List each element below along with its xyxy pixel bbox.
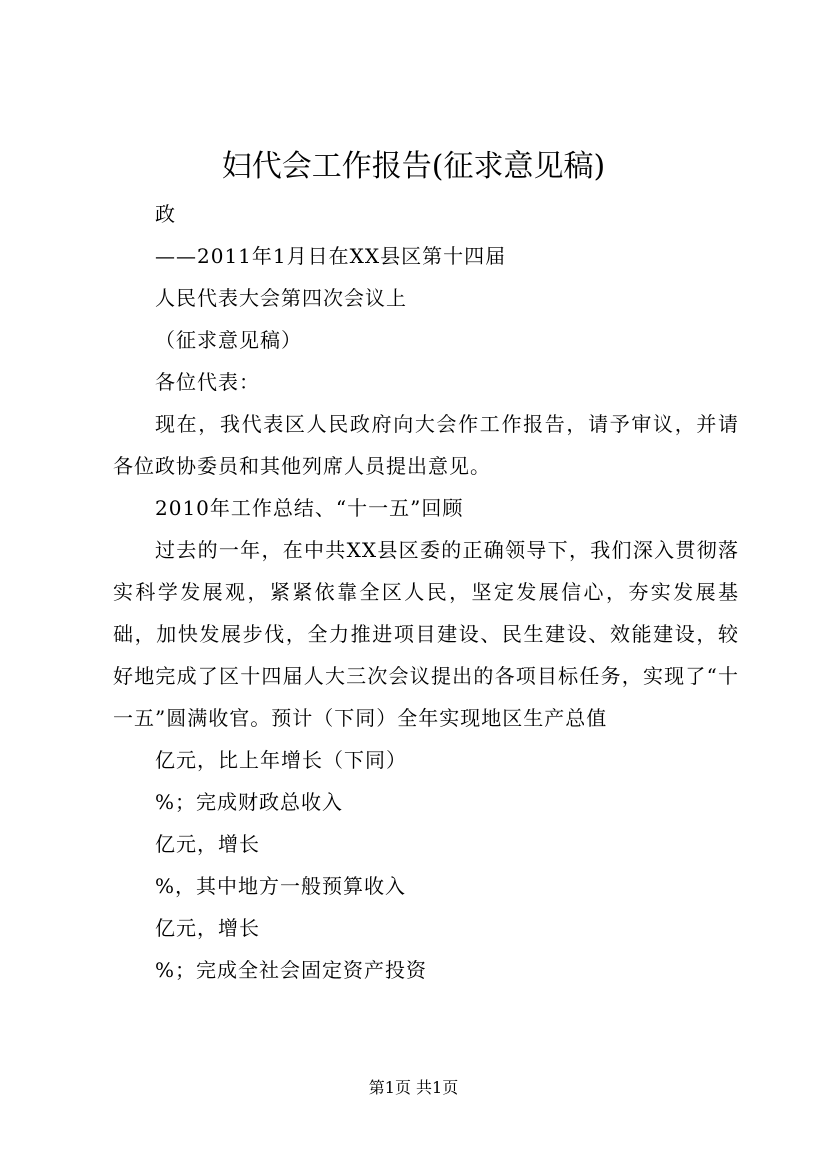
paragraph-5: 各位代表： — [155, 370, 260, 394]
paragraph-3: 人民代表大会第四次会议上 — [155, 286, 407, 310]
paragraph-1: 政 — [155, 202, 176, 226]
paragraph-11: 亿元，增长 — [155, 832, 260, 856]
paragraph-2: ——2011年1月日在XX县区第十四届 — [155, 244, 507, 268]
paragraph-4: （征求意见稿） — [155, 328, 302, 352]
page-footer: 第1页 共1页 — [368, 1078, 459, 1097]
paragraph-13: 亿元，增长 — [155, 916, 260, 940]
paragraph-7: 2010年工作总结、“十一五”回顾 — [155, 496, 464, 520]
paragraph-6: 现在，我代表区人民政府向大会作工作报告，请予审议，并请各位政协委员和其他列席人员提出意见。 — [113, 412, 739, 478]
paragraph-12: %，其中地方一般预算收入 — [155, 874, 407, 898]
document-body — [113, 193, 739, 991]
paragraph-14: %；完成全社会固定资产投资 — [155, 958, 428, 982]
document-title: 妇代会工作报告(征求意见稿) — [221, 149, 606, 184]
paragraph-8: 过去的一年，在中共XX县区委的正确领导下，我们深入贯彻落实科学发展观，紧紧依靠全区人民，坚定发展信心，夯实发展基础，加快发展步伐，全力推进项目建设、民生建设、效能建设，较好地完成了区十四届人大三次会议提出的各项目标任务，实现了“十一五”圆满收官。预计（下同）全年实现地区生产总值 — [113, 538, 739, 730]
paragraph-10: %；完成财政总收入 — [155, 790, 344, 814]
paragraph-9: 亿元，比上年增长（下同） — [155, 748, 407, 772]
